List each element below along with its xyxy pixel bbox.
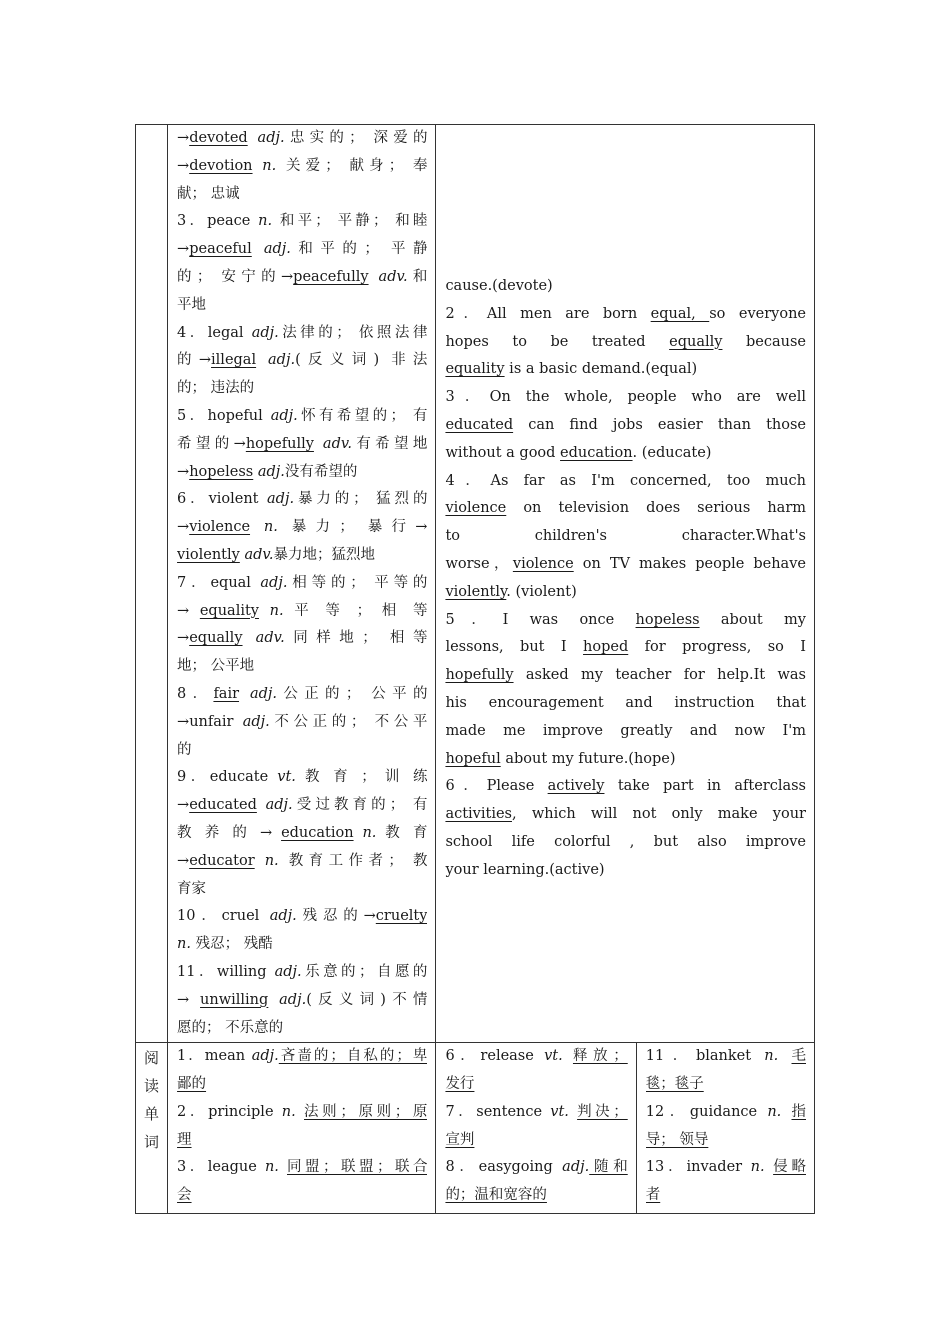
text-run: adj. xyxy=(562,1159,590,1176)
text-line xyxy=(445,857,806,885)
text-run: 2．All men are born xyxy=(445,305,651,322)
text-line xyxy=(177,1099,427,1127)
derivatives-cell xyxy=(168,125,436,1043)
text-line xyxy=(177,459,427,487)
answer-blank: 宣判 xyxy=(445,1131,475,1148)
text-run xyxy=(781,1104,791,1120)
text-run: 残忍的→ xyxy=(296,908,376,925)
reading-words-label xyxy=(136,1043,168,1214)
text-line xyxy=(445,523,806,551)
text-run: 8．easygoing xyxy=(445,1159,563,1176)
text-run: n. xyxy=(262,157,277,174)
answer-blank: equality xyxy=(199,602,259,619)
text-run: 同样地； 相等 xyxy=(284,630,428,647)
text-line xyxy=(177,431,427,459)
text-run: 教 育 xyxy=(376,824,428,841)
answer-blank: 指 xyxy=(791,1103,806,1120)
text-line xyxy=(177,181,427,209)
reading-label-chars xyxy=(136,1043,167,1156)
text-run: 6．release xyxy=(445,1048,545,1065)
text-run xyxy=(268,992,279,1008)
text-run: (反义词) 非法 xyxy=(295,352,428,369)
text-run xyxy=(257,797,266,813)
text-line xyxy=(445,1099,627,1127)
text-run: n. xyxy=(281,1103,296,1120)
text-run: → xyxy=(177,463,190,480)
text-line xyxy=(177,375,427,403)
text-run: vt. xyxy=(550,1103,569,1120)
answer-blank: equally xyxy=(189,630,243,647)
text-line xyxy=(177,625,427,653)
text-line xyxy=(445,634,806,662)
text-run: adj. xyxy=(268,352,296,369)
text-run: without a good xyxy=(445,444,561,461)
text-run xyxy=(314,436,323,452)
text-run: , which will not only make your xyxy=(511,806,806,823)
text-run: 8． xyxy=(177,685,214,702)
text-line xyxy=(445,495,806,523)
text-run: → xyxy=(177,630,190,647)
text-run: 育家 xyxy=(177,880,207,897)
reading-list-2 xyxy=(436,1043,635,1210)
text-line xyxy=(445,384,806,412)
answer-blank: devoted xyxy=(189,130,248,146)
text-run: adv. xyxy=(322,435,352,452)
text-run: n. xyxy=(269,602,284,619)
text-line xyxy=(445,412,806,440)
text-run: n. xyxy=(750,1159,765,1176)
answer-blank: devotion xyxy=(189,157,253,174)
text-line xyxy=(177,1154,427,1182)
label-char: 读 xyxy=(144,1077,160,1096)
text-line xyxy=(177,876,427,904)
text-run: 忠实的； 深爱的 xyxy=(284,130,428,146)
answer-blank: educated xyxy=(189,797,257,814)
text-line xyxy=(445,829,806,857)
text-run: n. xyxy=(258,213,273,230)
text-run: for progress, so I xyxy=(628,639,806,656)
text-run: 不公正的； 不公平 xyxy=(269,713,428,730)
text-run: 关爱； 献身； 奉 xyxy=(276,157,428,174)
text-line xyxy=(646,1071,806,1099)
text-run: → xyxy=(177,852,190,869)
text-line xyxy=(445,1071,627,1099)
answer-blank: activities xyxy=(445,806,512,823)
answer-blank: hoped xyxy=(583,639,629,656)
text-line xyxy=(177,931,427,959)
text-line xyxy=(177,681,427,709)
text-line xyxy=(445,356,806,384)
text-line xyxy=(177,208,427,236)
text-run: to children's character.What's xyxy=(445,528,806,545)
text-run xyxy=(255,853,265,869)
text-run: because xyxy=(722,333,806,350)
text-run: n. xyxy=(764,1048,779,1065)
answer-blank: 理 xyxy=(177,1131,192,1148)
text-run: 有希望地 xyxy=(351,435,428,452)
text-run: on television does serious harm xyxy=(506,500,806,517)
text-line xyxy=(177,987,427,1015)
text-run xyxy=(243,630,256,646)
text-line xyxy=(177,1015,427,1043)
text-run xyxy=(259,603,270,619)
text-run: take part in afterclass xyxy=(604,778,806,795)
text-run: 11．blanket xyxy=(645,1048,765,1065)
text-run: 没有希望的 xyxy=(284,463,358,480)
text-line xyxy=(445,579,806,607)
text-run xyxy=(296,1104,304,1120)
text-line xyxy=(445,301,806,329)
answer-blank: violence xyxy=(189,519,251,536)
text-run: lessons, but I xyxy=(445,639,584,656)
text-line xyxy=(177,542,427,570)
text-run: 教 养 的 → xyxy=(177,824,282,841)
text-run: 的； 违法的 xyxy=(177,380,255,397)
text-line xyxy=(177,903,427,931)
answer-blank: 会 xyxy=(177,1187,192,1204)
text-line xyxy=(445,801,806,829)
text-line xyxy=(177,403,427,431)
text-line xyxy=(177,514,427,542)
text-line xyxy=(445,773,806,801)
text-run: 和平； 平静； 和睦 xyxy=(272,213,428,230)
text-run: 教 育 ； 训 练 xyxy=(295,769,428,786)
text-line xyxy=(177,320,427,348)
text-run: can find jobs easier than those xyxy=(513,416,806,433)
text-line xyxy=(445,1043,627,1071)
row-label-empty xyxy=(136,125,168,1043)
text-run: 6．Please xyxy=(445,778,548,795)
practice-sentences-cell xyxy=(436,125,815,1043)
text-line xyxy=(177,653,427,681)
text-line xyxy=(646,1154,806,1182)
text-run: n. xyxy=(177,936,191,953)
text-run: 4．legal xyxy=(177,324,252,341)
text-line xyxy=(445,662,806,690)
text-line xyxy=(177,709,427,737)
answer-blank: educator xyxy=(189,852,255,869)
answer-blank: 同盟；联盟；联合 xyxy=(287,1159,428,1176)
text-line xyxy=(445,440,806,468)
text-run: adj. xyxy=(274,963,302,980)
text-run xyxy=(250,519,264,535)
text-run: school life colorful , but also improve xyxy=(445,833,806,850)
text-run: 献； 忠诚 xyxy=(177,185,240,202)
text-run: adj. xyxy=(279,991,307,1008)
text-run: 9．educate xyxy=(177,769,278,786)
text-line xyxy=(445,329,806,357)
answer-blank: 法则；原则；原 xyxy=(304,1103,428,1120)
derivatives-list xyxy=(168,125,435,1042)
text-run: adj. xyxy=(270,407,298,424)
text-run: 公正的； 公平的 xyxy=(277,685,428,702)
text-run xyxy=(563,1048,573,1064)
text-run: 7．sentence xyxy=(445,1103,551,1120)
text-run: hopes to be treated xyxy=(445,333,670,350)
text-run: 的； 安宁的→ xyxy=(177,268,294,285)
text-line xyxy=(177,959,427,987)
text-run: 2．principle xyxy=(177,1103,282,1120)
answer-blank: 毯；毯子 xyxy=(645,1076,704,1093)
text-run: 1．mean xyxy=(177,1048,252,1065)
answer-blank: actively xyxy=(547,778,605,795)
text-run: n. xyxy=(264,1159,279,1176)
text-run: 地； 公平地 xyxy=(177,658,255,675)
text-line xyxy=(445,1154,627,1182)
text-run: n. xyxy=(264,852,279,869)
text-line xyxy=(177,820,427,848)
answer-blank: 鄙的 xyxy=(177,1076,207,1093)
text-run: adv. xyxy=(244,546,274,563)
text-run xyxy=(239,686,250,702)
text-line xyxy=(177,848,427,876)
text-line xyxy=(177,264,427,292)
answer-blank: education xyxy=(281,824,354,841)
text-run: 乐意的；自愿的 xyxy=(301,963,428,980)
text-line xyxy=(445,468,806,496)
label-char: 单 xyxy=(144,1104,160,1123)
text-run: vt. xyxy=(277,769,296,786)
answer-blank: cruelty xyxy=(375,908,428,925)
text-run: 3．peace xyxy=(177,213,259,230)
answer-blank: peaceful xyxy=(189,241,252,258)
text-line xyxy=(177,153,427,181)
answer-blank: 的；温和宽容的 xyxy=(445,1187,547,1204)
text-run: → xyxy=(177,157,190,174)
text-run: → xyxy=(177,602,200,619)
text-line xyxy=(177,486,427,514)
text-run xyxy=(778,1048,791,1064)
answer-blank: violently xyxy=(445,583,507,600)
text-line xyxy=(445,718,806,746)
text-run: adj. xyxy=(265,797,293,814)
text-run: made me improve greatly and now I'm xyxy=(445,722,806,739)
text-run xyxy=(569,1104,577,1120)
text-line xyxy=(177,598,427,626)
text-run: →unfair xyxy=(177,713,243,730)
answer-blank: 判决； xyxy=(577,1103,628,1120)
text-run: (反义词)不情 xyxy=(306,991,428,1008)
answer-blank: hopeful xyxy=(445,750,501,767)
text-run: 残忍； 残酷 xyxy=(191,936,273,953)
answer-blank: educated xyxy=(445,416,514,433)
answer-blank: equally xyxy=(669,333,723,350)
answer-blank: education xyxy=(560,444,633,461)
text-run: 10．cruel xyxy=(177,908,270,925)
answer-blank: equal, xyxy=(650,305,710,322)
reading-words-row xyxy=(136,1043,815,1214)
text-run xyxy=(252,241,264,257)
text-run xyxy=(256,352,268,368)
text-run: 相等的； 平等的 xyxy=(287,574,428,591)
text-run: 3．On the whole, people who are well xyxy=(445,389,806,406)
text-run: 3．league xyxy=(177,1159,265,1176)
label-char: 词 xyxy=(144,1132,160,1151)
text-run: 和平的； 平静 xyxy=(290,241,428,258)
text-run: 6．violent xyxy=(177,491,268,508)
text-run: 和 xyxy=(407,268,428,285)
text-line xyxy=(445,746,806,774)
text-run: → xyxy=(177,991,201,1008)
practice-sentences-list xyxy=(436,125,814,885)
text-line xyxy=(177,792,427,820)
text-line xyxy=(177,1043,427,1071)
text-run: 平地 xyxy=(177,296,207,313)
text-run: adj. xyxy=(267,491,295,508)
answer-blank: hopefully xyxy=(445,667,514,684)
text-run: worse， xyxy=(445,555,513,572)
text-run: 12．guidance xyxy=(645,1103,768,1120)
text-run: adj. xyxy=(242,713,270,730)
text-run: about my future.(hope) xyxy=(500,750,676,767)
text-run: adj. xyxy=(260,574,288,591)
text-run: n. xyxy=(263,519,278,536)
text-run: adj. xyxy=(251,324,279,341)
text-run: 5．hopeful xyxy=(177,407,271,424)
answer-blank: unwilling xyxy=(200,991,269,1008)
text-run: → xyxy=(177,519,190,536)
text-run: adj. xyxy=(257,130,285,146)
text-run: 4．As far as I'm concerned, too much xyxy=(445,472,806,489)
answer-blank: illegal xyxy=(211,352,257,369)
text-run: 教育工作者； 教 xyxy=(278,852,428,869)
text-line xyxy=(445,1182,627,1210)
text-run: → xyxy=(177,797,190,814)
text-line xyxy=(177,125,427,153)
text-run: 暴力； 暴行→ xyxy=(277,519,428,536)
answer-blank: 毛 xyxy=(791,1048,806,1065)
text-line xyxy=(445,273,806,301)
text-run: is a basic demand.(equal) xyxy=(504,361,698,378)
text-run: 愿的； 不乐意的 xyxy=(177,1019,284,1036)
reading-words-col-3 xyxy=(636,1043,814,1214)
text-line xyxy=(445,1127,627,1155)
text-run: vt. xyxy=(544,1048,563,1065)
answer-blank: equality xyxy=(445,361,505,378)
label-char: 阅 xyxy=(144,1049,160,1068)
text-run: 暴力的； 猛烈的 xyxy=(294,491,428,508)
text-run: 平 等 ； 相 等 xyxy=(283,602,428,619)
answer-blank: hopefully xyxy=(245,435,314,452)
text-run: adj. xyxy=(269,908,297,925)
answer-blank: 吝啬的；自私的；卑 xyxy=(278,1048,428,1065)
text-run: asked my teacher for help.It was xyxy=(513,667,806,684)
text-run: about my xyxy=(699,611,806,628)
answer-blank: violence xyxy=(445,500,507,517)
answer-blank: violently xyxy=(177,546,240,563)
text-run xyxy=(253,158,263,174)
text-run: 暴力地；猛烈地 xyxy=(273,546,375,563)
text-line xyxy=(445,607,806,635)
vocabulary-table xyxy=(135,124,815,1214)
reading-words-col-2 xyxy=(436,1043,636,1214)
text-run: adv. xyxy=(378,268,408,285)
text-run: your learning.(active) xyxy=(445,861,605,878)
answer-blank: 侵略 xyxy=(773,1159,806,1176)
answer-blank: 释放； xyxy=(572,1048,628,1065)
text-run: . (violent) xyxy=(506,583,577,600)
text-run: → xyxy=(177,241,190,258)
answer-blank: violence xyxy=(512,555,574,572)
text-run: cause.(devote) xyxy=(445,278,553,294)
text-line xyxy=(646,1099,806,1127)
text-run: 13．invader xyxy=(645,1159,751,1176)
text-line xyxy=(177,236,427,264)
answer-blank: fair xyxy=(213,685,240,702)
text-line xyxy=(177,292,427,320)
text-run: . (educate) xyxy=(632,444,712,461)
text-run: n. xyxy=(362,824,377,841)
text-run: 11．willing xyxy=(177,963,275,980)
text-run: 的 xyxy=(177,741,192,758)
text-run: n. xyxy=(767,1103,782,1120)
text-run: → xyxy=(177,130,190,146)
text-line xyxy=(177,737,427,765)
text-run: adj. xyxy=(249,685,278,702)
text-line xyxy=(177,1127,427,1155)
reading-words-col-1 xyxy=(168,1043,436,1214)
text-line xyxy=(646,1043,806,1071)
text-run xyxy=(279,1159,287,1175)
text-run: 5．I was once xyxy=(445,611,636,628)
answer-blank: 导； 领导 xyxy=(645,1131,709,1148)
text-line xyxy=(177,1182,427,1210)
text-run: 的→ xyxy=(177,352,212,369)
text-line xyxy=(445,551,806,579)
text-run: 受过教育的； 有 xyxy=(292,797,428,814)
answer-blank: peacefully xyxy=(293,268,369,285)
text-run: so everyone xyxy=(709,305,806,322)
word-forms-row xyxy=(136,125,815,1043)
text-run: adj. xyxy=(263,241,291,258)
answer-blank: 随和 xyxy=(589,1159,628,1176)
text-run: his encouragement and instruction that xyxy=(445,694,806,711)
text-run xyxy=(765,1159,774,1175)
text-line xyxy=(177,570,427,598)
text-run: 法律的； 依照法律 xyxy=(278,324,428,341)
reading-list-3 xyxy=(637,1043,814,1210)
text-run: adv. xyxy=(255,630,285,647)
answer-blank: hopeless xyxy=(189,463,254,480)
text-line xyxy=(445,690,806,718)
text-run xyxy=(248,130,258,146)
reading-list-1 xyxy=(168,1043,435,1210)
text-line xyxy=(177,347,427,375)
text-line xyxy=(646,1127,806,1155)
text-run xyxy=(369,269,379,285)
text-line xyxy=(177,1071,427,1099)
answer-blank: hopeless xyxy=(635,611,700,628)
text-run: 希望的→ xyxy=(177,435,246,452)
answer-blank: 发行 xyxy=(445,1076,475,1093)
text-line xyxy=(646,1182,806,1210)
text-run: adj. xyxy=(257,463,285,480)
text-run: 7．equal xyxy=(177,574,261,591)
text-run: 怀有希望的； 有 xyxy=(297,407,428,424)
text-run: adj. xyxy=(251,1048,279,1065)
text-line xyxy=(177,764,427,792)
answer-blank: 者 xyxy=(645,1187,661,1204)
text-run: on TV makes people behave xyxy=(573,555,806,572)
